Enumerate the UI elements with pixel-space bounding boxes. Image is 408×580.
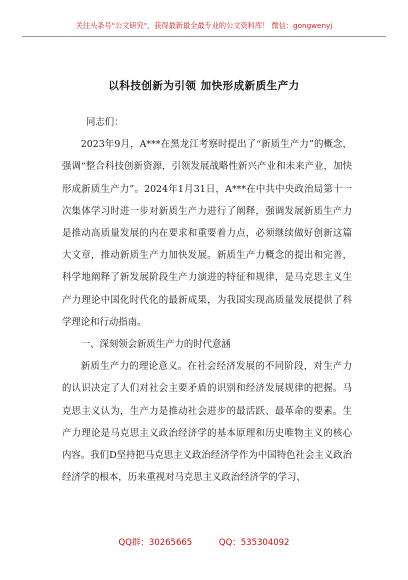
footer-qq-group: QQ群：30265665: [118, 538, 193, 548]
document-title: 以科技创新为引领 加快形成新质生产力: [108, 80, 300, 92]
paragraph-theory: 新质生产力的理论意义。在社会经济发展的不同阶段，对生产力的认识决定了人们对社会主要矛盾的识别和经济发展规律的把握。马克思主义认为，生产力是推动社会进步的最活跃、最革命的要素。生产力理论是马克思主义政治经济学的基本原理和历史唯物主义的核心内容。我们D坚持把马克思主义政治经济学作为中国特色社会主义政治经济学的根本，历来重视对马克思主义政治经济学的学习、: [62, 361, 352, 484]
footer-qq: QQ：535304092: [218, 538, 290, 548]
document-body: [62, 112, 352, 489]
footer-contact: [0, 536, 408, 552]
section-heading: 一、深刻领会新质生产力的时代意涵: [80, 339, 231, 351]
salutation: 同志们：: [86, 117, 124, 128]
paragraph-intro: 2023年9月，A***在黑龙江考察时提出了“新质生产力”的概念，强调“整合科技创新资源，引领发展战略性新兴产业和未来产业，加快形成新质生产力”。2024年1月31日，A***在中共中央政治局第十一次集体学习时进一步对新质生产力进行了阐释，强调发展新质生产力是推动高质量发展的内在要求和重要着力点，必须继续做好创新这篇大文章，推动新质生产力加快发展。新质生产力概念的提出和完善，科学地阐释了新发展阶段生产力演进的特征和规律，是马克思主义生产力理论中国化时代化的最新成果，为我国实现高质量发展提供了科学理论和行动指南。: [62, 139, 352, 328]
header-banner: [22, 18, 386, 37]
header-banner-text: 关注头条号"公文研究"，获得最新最全最专业的公文资料库！ 微信：gongwenyj: [75, 21, 333, 30]
